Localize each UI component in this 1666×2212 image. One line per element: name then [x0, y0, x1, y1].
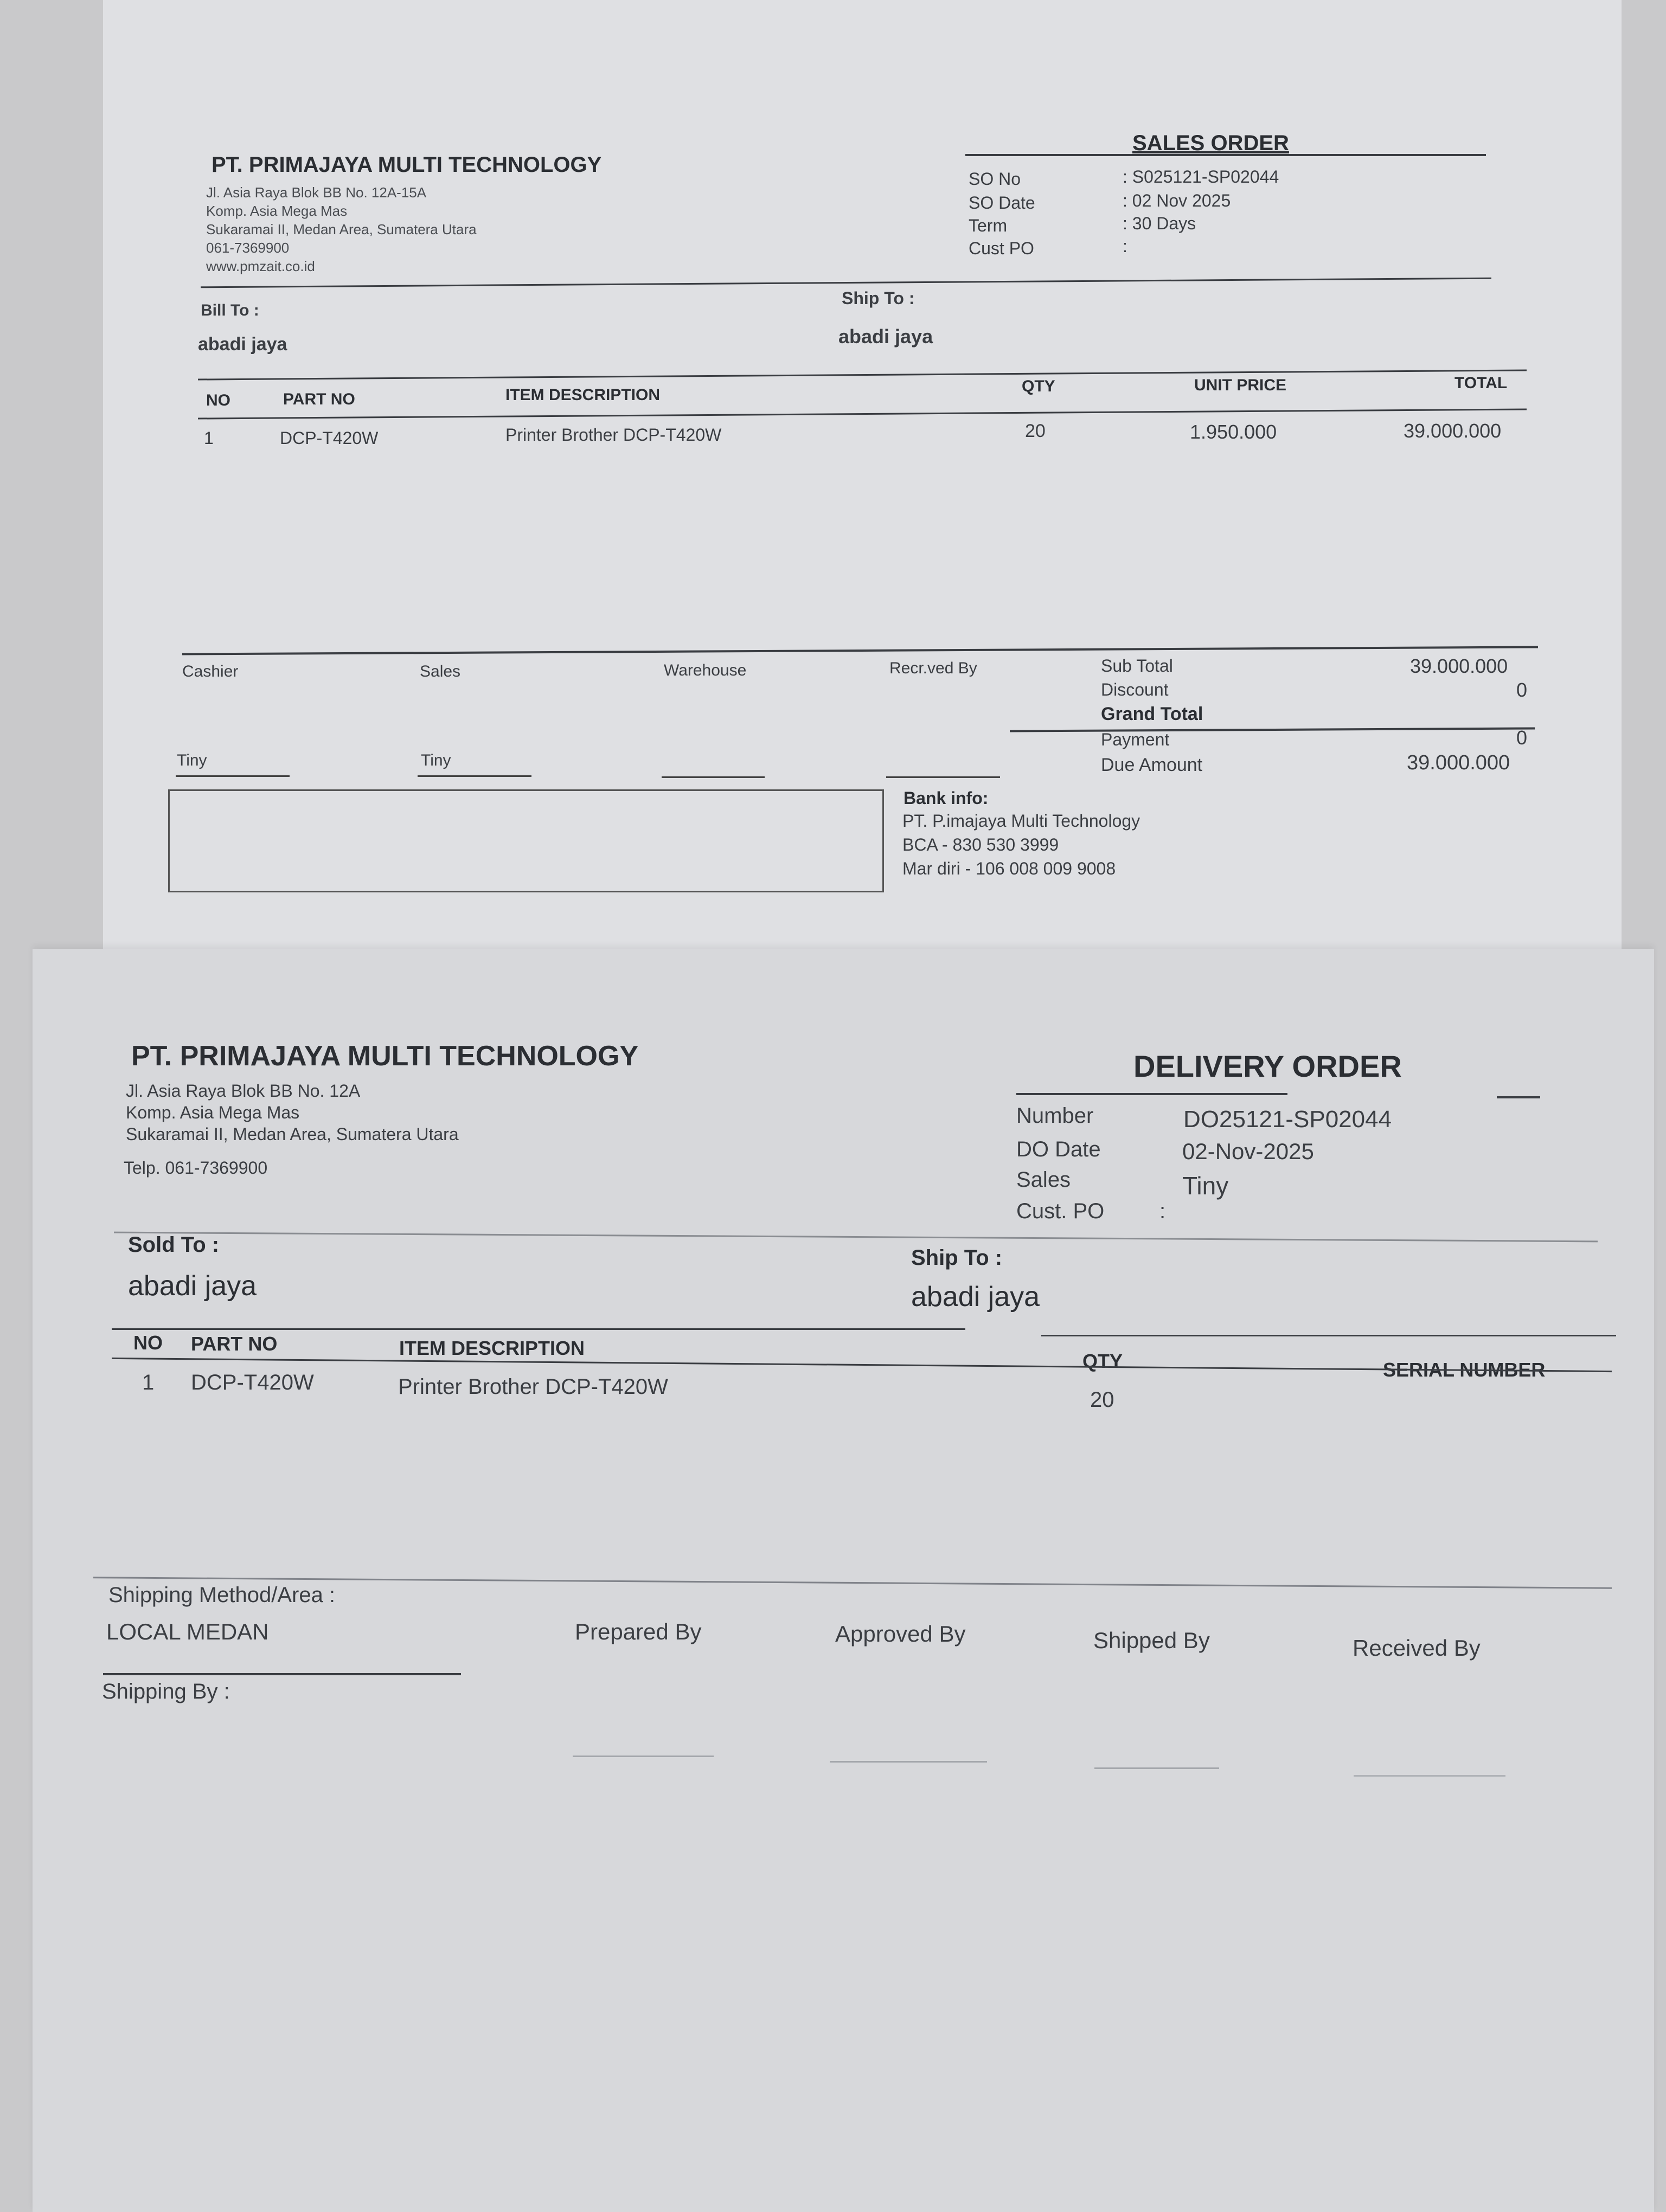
so-no-label: SO No	[969, 169, 1021, 189]
do-sig-shipped-line	[1094, 1767, 1219, 1769]
do-item-no: 1	[142, 1371, 155, 1394]
so-cust-po-label: Cust PO	[969, 239, 1034, 258]
delivery-order-sheet	[33, 949, 1654, 2212]
so-bank-label: Bank info:	[904, 788, 989, 808]
so-date-value: : 02 Nov 2025	[1123, 191, 1231, 210]
so-th-unit-price: UNIT PRICE	[1194, 376, 1287, 394]
so-th-part-no: PART NO	[283, 390, 355, 408]
do-ship-to-value: abadi jaya	[911, 1281, 1040, 1313]
so-company-address3: Sukaramai II, Medan Area, Sumatera Utara	[206, 221, 477, 237]
so-bill-to-value: abadi jaya	[198, 334, 287, 355]
so-ship-to-value: abadi jaya	[838, 325, 933, 348]
so-sig-cashier-name: Tiny	[177, 751, 207, 769]
do-sig-shipped-label: Shipped By	[1093, 1628, 1210, 1653]
do-title-rule-right	[1497, 1096, 1540, 1098]
so-th-no: NO	[206, 391, 230, 409]
so-header-rule	[201, 278, 1491, 288]
do-company-address1: Jl. Asia Raya Blok BB No. 12A	[126, 1081, 361, 1101]
so-sig-warehouse-label: Warehouse	[664, 661, 747, 679]
do-date-value: 02-Nov-2025	[1182, 1139, 1314, 1164]
so-notes-box	[168, 789, 884, 892]
so-no-value: : S025121-SP02044	[1123, 167, 1279, 187]
so-sig-sales-line	[418, 775, 531, 777]
so-table-header-rule	[198, 408, 1527, 419]
do-item-desc: Printer Brother DCP-T420W	[398, 1375, 668, 1399]
so-table-top-rule	[198, 369, 1527, 380]
do-ship-to-label: Ship To :	[911, 1246, 1003, 1270]
so-item-unit-price: 1.950.000	[1190, 421, 1277, 443]
so-item-desc: Printer Brother DCP-T420W	[505, 425, 722, 445]
so-discount-value: 0	[1516, 679, 1528, 701]
do-company-address2: Komp. Asia Mega Mas	[126, 1103, 300, 1122]
so-sig-received-label: Recr.ved By	[889, 659, 977, 677]
so-bank-line2: BCA - 830 530 3999	[902, 835, 1059, 854]
so-item-part-no: DCP-T420W	[280, 428, 379, 448]
do-sales-label: Sales	[1016, 1168, 1071, 1192]
so-sig-sales-name: Tiny	[421, 751, 451, 769]
do-th-qty: QTY	[1082, 1350, 1123, 1372]
so-sub-total-value: 39.000.000	[1410, 655, 1508, 677]
so-sub-total-label: Sub Total	[1101, 656, 1173, 676]
so-sig-cashier-label: Cashier	[182, 663, 239, 680]
so-due-label: Due Amount	[1101, 755, 1203, 775]
so-company-phone: 061-7369900	[206, 240, 290, 256]
do-cust-po-label: Cust. PO	[1016, 1199, 1105, 1223]
do-sales-value: Tiny	[1182, 1172, 1229, 1200]
do-shipping-method-line	[103, 1673, 461, 1675]
so-sig-warehouse-line	[662, 776, 765, 778]
so-term-label: Term	[969, 216, 1008, 235]
do-shipping-method-label: Shipping Method/Area :	[108, 1583, 336, 1607]
so-company-address1: Jl. Asia Raya Blok BB No. 12A-15A	[206, 184, 427, 201]
do-th-desc: ITEM DESCRIPTION	[399, 1337, 585, 1359]
do-company-name: PT. PRIMAJAYA MULTI TECHNOLOGY	[131, 1040, 639, 1072]
so-item-total: 39.000.000	[1404, 420, 1502, 442]
do-number-value: DO25121-SP02044	[1183, 1106, 1392, 1133]
do-date-label: DO Date	[1016, 1137, 1101, 1161]
do-item-qty: 20	[1090, 1388, 1114, 1412]
so-sig-cashier-line	[176, 775, 290, 777]
do-item-part-no: DCP-T420W	[191, 1371, 314, 1394]
do-sig-approved-label: Approved By	[835, 1621, 966, 1647]
do-sig-approved-line	[830, 1761, 987, 1763]
so-cust-po-value: :	[1123, 236, 1127, 256]
do-sig-received-line	[1354, 1775, 1505, 1777]
so-table-bottom-rule	[182, 646, 1538, 655]
so-ship-to-label: Ship To :	[842, 288, 915, 308]
so-grand-total-label: Grand Total	[1101, 704, 1203, 724]
so-th-total: TOTAL	[1454, 374, 1508, 392]
do-shipping-by-label: Shipping By :	[102, 1680, 230, 1703]
do-th-part-no: PART NO	[191, 1333, 278, 1355]
so-term-value: : 30 Days	[1123, 214, 1196, 233]
so-grand-total-rule	[1010, 727, 1535, 732]
do-company-address3: Sukaramai II, Medan Area, Sumatera Utara	[126, 1124, 459, 1144]
so-sig-received-line	[886, 776, 1000, 778]
do-number-label: Number	[1016, 1104, 1094, 1128]
sales-order-sheet	[103, 0, 1622, 954]
so-bank-line3: Mar diri - 106 008 009 9008	[902, 859, 1116, 878]
do-company-phone: Telp. 061-7369900	[124, 1158, 268, 1178]
so-th-qty: QTY	[1022, 377, 1055, 395]
do-sold-to-value: abadi jaya	[128, 1270, 257, 1302]
so-th-desc: ITEM DESCRIPTION	[505, 386, 661, 404]
do-table-top-rule-right	[1041, 1335, 1616, 1336]
so-item-qty: 20	[1025, 421, 1046, 441]
do-sig-prepared-label: Prepared By	[575, 1619, 702, 1644]
so-sig-sales-label: Sales	[420, 663, 461, 680]
do-th-serial: SERIAL NUMBER	[1383, 1359, 1546, 1381]
so-discount-label: Discount	[1101, 680, 1169, 699]
do-sig-received-label: Received By	[1353, 1635, 1481, 1661]
do-title: DELIVERY ORDER	[1133, 1049, 1402, 1083]
do-sig-prepared-line	[573, 1756, 714, 1757]
so-payment-label: Payment	[1101, 730, 1170, 749]
so-due-value: 39.000.000	[1407, 751, 1510, 774]
so-title: SALES ORDER	[1132, 131, 1289, 155]
so-bank-line1: PT. P.imajaya Multi Technology	[902, 811, 1140, 831]
do-table-top-rule-left	[112, 1328, 965, 1330]
so-company-name: PT. PRIMAJAYA MULTI TECHNOLOGY	[212, 153, 602, 177]
so-date-label: SO Date	[969, 193, 1035, 213]
do-th-no: NO	[133, 1332, 163, 1354]
so-payment-value: 0	[1516, 726, 1528, 749]
so-item-no: 1	[204, 428, 214, 448]
so-bill-to-label: Bill To :	[201, 301, 259, 319]
so-company-address2: Komp. Asia Mega Mas	[206, 203, 348, 219]
do-title-rule-left	[1016, 1093, 1287, 1095]
do-cust-po-value: :	[1159, 1199, 1166, 1223]
do-shipping-method-value: LOCAL MEDAN	[106, 1619, 269, 1644]
so-company-website: www.pmzait.co.id	[206, 258, 315, 274]
do-sold-to-label: Sold To :	[128, 1233, 220, 1257]
do-header-rule	[114, 1232, 1598, 1243]
